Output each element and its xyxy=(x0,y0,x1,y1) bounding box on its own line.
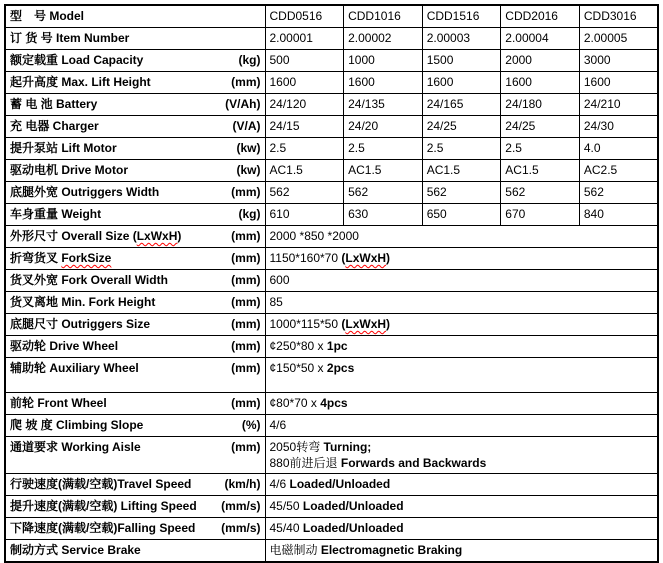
value-cell-span: 4/6 xyxy=(265,415,658,437)
value-cell-span: ¢250*80 x 1pc xyxy=(265,336,658,358)
row-label-cell xyxy=(5,182,265,204)
row-label: 充 电器 Charger xyxy=(10,119,99,133)
row-label-cell xyxy=(5,226,265,248)
row-unit: (mm) xyxy=(231,317,261,331)
row-label-cell xyxy=(5,116,265,138)
value-cell: 2.00004 xyxy=(501,28,580,50)
row-label: 驱动轮 Drive Wheel xyxy=(10,339,119,353)
row-label-cell xyxy=(5,28,265,50)
value-cell: 2000 xyxy=(501,50,580,72)
value-cell: CDD0516 xyxy=(265,5,344,28)
table-row xyxy=(5,94,658,116)
row-label: 额定载重 Load Capacity xyxy=(10,53,144,67)
row-label-cell xyxy=(5,292,265,314)
table-row xyxy=(5,5,658,28)
row-label: 起升高度 Max. Lift Height xyxy=(10,75,151,89)
row-label: 辅助轮 Auxiliary Wheel xyxy=(10,361,139,375)
value-cell: 24/25 xyxy=(501,116,580,138)
table-row xyxy=(5,336,658,358)
row-unit: (mm) xyxy=(231,75,261,89)
value-cell-span: 电磁制动 Electromagnetic Braking xyxy=(265,540,658,563)
value-cell: AC2.5 xyxy=(579,160,658,182)
row-label-cell xyxy=(5,314,265,336)
table-row xyxy=(5,138,658,160)
row-label: 型 号 Model xyxy=(10,9,84,23)
value-cell: 670 xyxy=(501,204,580,226)
value-cell: 24/25 xyxy=(422,116,501,138)
spellcheck-underline: LxWxH xyxy=(345,317,387,331)
row-label: 货叉离地 Min. Fork Height xyxy=(10,295,156,309)
table-row xyxy=(5,270,658,292)
row-label: 爬 坡 度 Climbing Slope xyxy=(10,418,144,432)
row-unit: (mm) xyxy=(231,295,261,309)
value-cell: 562 xyxy=(579,182,658,204)
row-label-cell xyxy=(5,437,265,474)
row-unit: (mm/s) xyxy=(221,499,261,513)
table-row xyxy=(5,314,658,336)
row-label-cell xyxy=(5,138,265,160)
value-cell: 24/20 xyxy=(344,116,423,138)
value-cell: 562 xyxy=(344,182,423,204)
spec-table-body xyxy=(5,5,658,562)
table-row xyxy=(5,226,658,248)
row-label-cell xyxy=(5,474,265,496)
row-label-cell xyxy=(5,393,265,415)
value-cell: 2.00003 xyxy=(422,28,501,50)
value-cell: 24/165 xyxy=(422,94,501,116)
row-label-cell xyxy=(5,94,265,116)
value-cell: 24/210 xyxy=(579,94,658,116)
row-unit: (mm) xyxy=(231,229,261,243)
table-row xyxy=(5,72,658,94)
value-cell-span: ¢80*70 x 4pcs xyxy=(265,393,658,415)
row-unit: (kw) xyxy=(236,163,261,177)
spellcheck-underline: ForkSize xyxy=(61,251,112,265)
row-label-cell xyxy=(5,415,265,437)
value-cell-span: 2000 *850 *2000 xyxy=(265,226,658,248)
table-row xyxy=(5,292,658,314)
row-label: 底腿尺寸 Outriggers Size xyxy=(10,317,151,331)
value-cell: CDD1016 xyxy=(344,5,423,28)
row-label: 前轮 Front Wheel xyxy=(10,396,107,410)
value-cell: 1600 xyxy=(579,72,658,94)
value-cell: AC1.5 xyxy=(344,160,423,182)
row-label-cell xyxy=(5,336,265,358)
row-label-cell xyxy=(5,50,265,72)
row-label: 折弯货叉 ForkSize xyxy=(10,251,112,265)
table-row xyxy=(5,248,658,270)
row-label: 车身重量 Weight xyxy=(10,207,102,221)
value-cell: 840 xyxy=(579,204,658,226)
value-cell: 2.5 xyxy=(422,138,501,160)
row-label-cell xyxy=(5,160,265,182)
row-unit: (mm) xyxy=(231,251,261,265)
table-row xyxy=(5,28,658,50)
spellcheck-underline: LxWxH xyxy=(136,229,178,243)
value-cell: 24/135 xyxy=(344,94,423,116)
table-row xyxy=(5,50,658,72)
row-label-cell xyxy=(5,248,265,270)
row-unit: (mm) xyxy=(231,361,261,375)
row-unit: (km/h) xyxy=(224,477,261,491)
value-cell: 1600 xyxy=(344,72,423,94)
row-label: 驱动电机 Drive Motor xyxy=(10,163,129,177)
value-cell: 2.00001 xyxy=(265,28,344,50)
row-label: 制动方式 Service Brake xyxy=(10,543,141,557)
row-label: 提升速度(满载/空载) Lifting Speed xyxy=(10,499,197,513)
row-label-cell xyxy=(5,270,265,292)
value-cell: AC1.5 xyxy=(501,160,580,182)
value-cell: 24/120 xyxy=(265,94,344,116)
value-cell-span: 2050转弯 Turning; 880前进后退 Forwards and Backwards xyxy=(265,437,658,474)
row-unit: (mm) xyxy=(231,273,261,287)
row-label: 外形尺寸 Overall Size (LxWxH) xyxy=(10,229,182,243)
table-row xyxy=(5,160,658,182)
value-cell-span: 1150*160*70 (LxWxH) xyxy=(265,248,658,270)
row-unit: (V/A) xyxy=(232,119,261,133)
value-cell: 3000 xyxy=(579,50,658,72)
value-cell: 610 xyxy=(265,204,344,226)
row-unit: (mm) xyxy=(231,440,261,454)
row-label-cell xyxy=(5,496,265,518)
table-row xyxy=(5,518,658,540)
row-unit: (kg) xyxy=(238,207,261,221)
value-cell: CDD2016 xyxy=(501,5,580,28)
row-unit: (mm) xyxy=(231,339,261,353)
row-label: 提升泵站 Lift Motor xyxy=(10,141,117,155)
value-cell: CDD3016 xyxy=(579,5,658,28)
table-row xyxy=(5,540,658,563)
row-label-cell xyxy=(5,72,265,94)
value-cell: 2.5 xyxy=(344,138,423,160)
spellcheck-underline: LxWxH xyxy=(345,251,387,265)
value-cell: 2.00002 xyxy=(344,28,423,50)
value-cell-span: 600 xyxy=(265,270,658,292)
row-unit: (mm) xyxy=(231,396,261,410)
value-cell: 1600 xyxy=(422,72,501,94)
table-row xyxy=(5,393,658,415)
row-label-cell xyxy=(5,518,265,540)
row-unit: (mm/s) xyxy=(221,521,261,535)
row-label: 蓄 电 池 Battery xyxy=(10,97,98,111)
value-cell: 562 xyxy=(422,182,501,204)
table-row xyxy=(5,474,658,496)
row-unit: (V/Ah) xyxy=(225,97,261,111)
row-unit: (kg) xyxy=(238,53,261,67)
value-cell: 4.0 xyxy=(579,138,658,160)
row-label: 通道要求 Working Aisle xyxy=(10,440,141,454)
value-cell: 650 xyxy=(422,204,501,226)
value-cell: 2.5 xyxy=(501,138,580,160)
table-row xyxy=(5,415,658,437)
spec-sheet xyxy=(4,4,659,563)
value-cell-span: 85 xyxy=(265,292,658,314)
value-cell: AC1.5 xyxy=(422,160,501,182)
row-label-cell xyxy=(5,5,265,28)
row-label: 行驶速度(满载/空载)Travel Speed xyxy=(10,477,192,491)
value-cell: CDD1516 xyxy=(422,5,501,28)
value-cell: 500 xyxy=(265,50,344,72)
value-cell-span: ¢150*50 x 2pcs xyxy=(265,358,658,393)
value-cell: 24/180 xyxy=(501,94,580,116)
value-cell: 562 xyxy=(501,182,580,204)
value-cell-span: 45/40 Loaded/Unloaded xyxy=(265,518,658,540)
row-label: 底腿外宽 Outriggers Width xyxy=(10,185,160,199)
value-cell: 2.5 xyxy=(265,138,344,160)
value-cell-span: 1000*115*50 (LxWxH) xyxy=(265,314,658,336)
value-cell: 24/15 xyxy=(265,116,344,138)
row-label-cell xyxy=(5,358,265,393)
row-label-cell xyxy=(5,204,265,226)
value-cell-span: 45/50 Loaded/Unloaded xyxy=(265,496,658,518)
value-cell: 24/30 xyxy=(579,116,658,138)
row-label: 订 货 号 Item Number xyxy=(10,31,130,45)
row-label: 货叉外宽 Fork Overall Width xyxy=(10,273,168,287)
table-row xyxy=(5,182,658,204)
value-cell: AC1.5 xyxy=(265,160,344,182)
row-unit: (%) xyxy=(241,418,261,432)
value-cell-span: 4/6 Loaded/Unloaded xyxy=(265,474,658,496)
table-row xyxy=(5,496,658,518)
value-cell: 1600 xyxy=(501,72,580,94)
value-cell: 1600 xyxy=(265,72,344,94)
value-cell: 562 xyxy=(265,182,344,204)
value-cell: 630 xyxy=(344,204,423,226)
row-label-cell xyxy=(5,540,265,563)
table-row xyxy=(5,204,658,226)
spec-table xyxy=(4,4,659,563)
table-row xyxy=(5,437,658,474)
value-cell: 2.00005 xyxy=(579,28,658,50)
row-unit: (kw) xyxy=(236,141,261,155)
table-row xyxy=(5,116,658,138)
row-unit: (mm) xyxy=(231,185,261,199)
table-row xyxy=(5,358,658,393)
row-label: 下降速度(满载/空载)Falling Speed xyxy=(10,521,196,535)
value-cell: 1500 xyxy=(422,50,501,72)
value-cell: 1000 xyxy=(344,50,423,72)
